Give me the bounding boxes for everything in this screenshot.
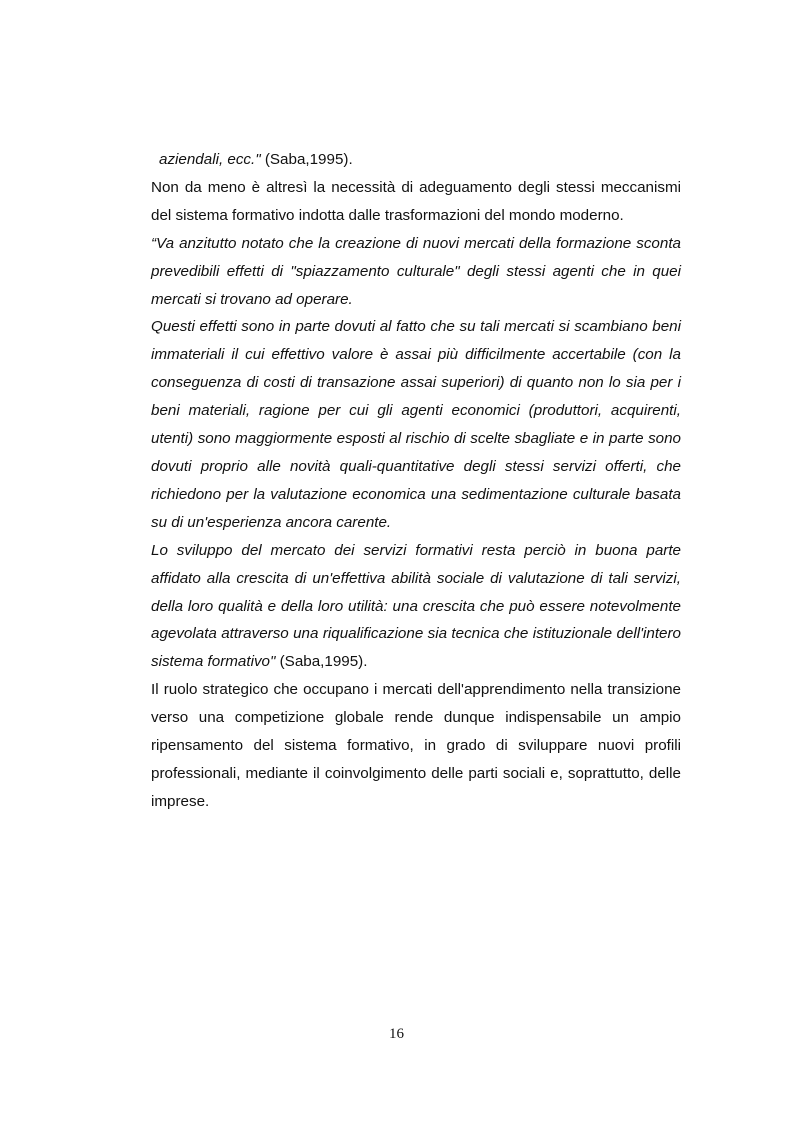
quote-paragraph: “Va anzitutto notato che la creazione di nuovi mercati della formazione sconta prevedibili effetti di "spiazzamento culturale" degli stessi agenti che in quei mercati si trovano ad operare.: [151, 234, 681, 308]
quote-paragraph: Questi effetti sono in parte dovuti al fatto che su tali mercati si scambiano beni immateriali il cui effettivo valore è assai più difficilmente accertabile (con la conseguenza di costi di transazione assai superiori) di quanto non lo sia per i beni materiali, ragione per cui gli agenti economici (produttori, acquirenti, utenti) sono maggiormente esposti al rischio di scelte sbagliate e in parte sono dovuti proprio alle novità quali-quantitative degli stessi servizi offerti, che richiedono per la valutazione economica una sedimentazione culturale basata su di un'esperienza ancora carente.: [151, 318, 681, 531]
page-body: [151, 146, 681, 816]
quote-paragraph-with-citation: [151, 537, 681, 677]
citation: (Saba,1995).: [275, 653, 368, 671]
paragraph: Il ruolo strategico che occupano i mercati dell'apprendimento nella transizione verso una competizione globale rende dunque indispensabile un ampio ripensamento del sistema formativo, in grado di sviluppare nuovi profili professionali, mediante il coinvolgimento delle parti sociali e, soprattutto, delle imprese.: [151, 681, 681, 810]
citation: (Saba,1995).: [260, 151, 353, 168]
paragraph-quote-end: [151, 146, 681, 174]
page-number: 16: [389, 1026, 404, 1042]
quote-text: Lo sviluppo del mercato dei servizi formativi resta perciò in buona parte affidato alla crescita di un'effettiva abilità sociale di valutazione di tali servizi, della loro qualità e della loro utilità: una crescita che può essere notevolmente agevolata attraverso una riqualificazione sia tecnica che istituzionale dell'intero sistema formativo": [151, 541, 681, 671]
quote-text: aziendali, ecc.": [159, 151, 261, 168]
paragraph: Non da meno è altresì la necessità di adeguamento degli stessi meccanismi del sistema formativo indotta dalle trasformazioni del mondo moderno.: [151, 178, 681, 224]
